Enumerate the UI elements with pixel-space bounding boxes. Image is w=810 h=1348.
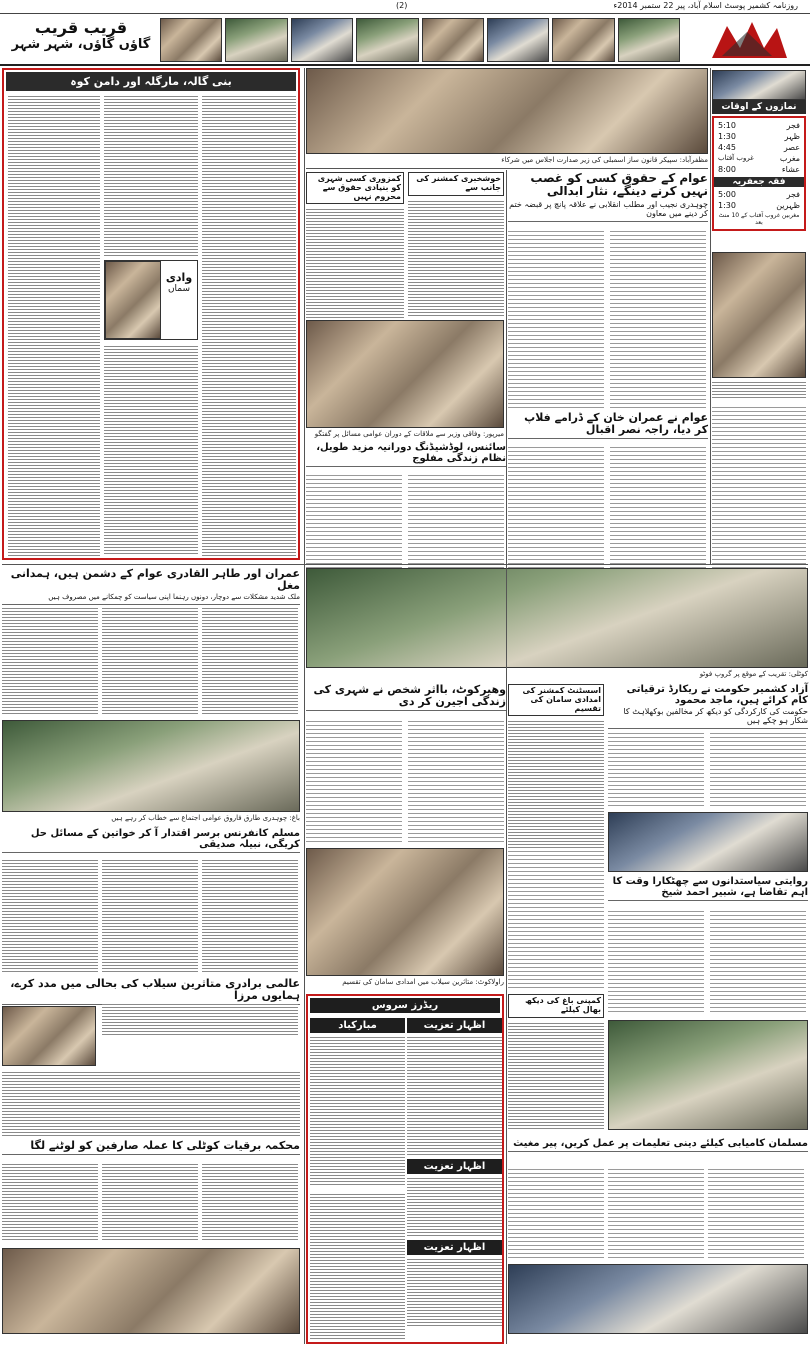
article-text xyxy=(102,1002,298,1036)
readers-text xyxy=(310,1192,405,1340)
caption-wide: کوٹلی: تقریب کے موقع پر گروپ فوٹو xyxy=(699,670,808,678)
column-text xyxy=(202,94,296,556)
headline-3: عوام نے عمران خان کے ڈرامے فلاپ کر دیا، راجہ نصر اقبال xyxy=(508,412,708,439)
headline-1-sub: چوہدری نجیب اور مطلب انقلابی نے علاقہ پانچ پر قبضہ ختم کر دینے میں معاون xyxy=(508,201,708,222)
masthead-date: روزنامہ کشمیر پوسٹ اسلام آباد، پیر 22 ستمبر 2014ء xyxy=(613,1,798,10)
article-h4 xyxy=(2,568,300,716)
article-text xyxy=(608,1166,704,1258)
caption-top: مظفرآباد: سپیکر قانون ساز اسمبلی کی زیر صدارت اجلاس میں شرکاء xyxy=(501,156,708,164)
small-article xyxy=(408,172,504,320)
section-title-left xyxy=(6,18,156,52)
headline-6: آزاد کشمیر حکومت نے ریکارڈ ترقیاتی کام کرائے ہیں، ماجد محمود xyxy=(626,684,808,706)
strip-photo xyxy=(487,18,549,62)
article-text xyxy=(508,228,604,408)
header-photo-strip xyxy=(160,18,680,62)
small-article xyxy=(306,172,404,320)
readers-service-box xyxy=(306,994,504,1344)
center-photo xyxy=(306,848,504,976)
headline-9: عالمی برادری متاثرین سیلاب کی بحالی میں مدد کرے، ہمایوں مرزا xyxy=(2,978,300,1005)
headline-5: وھیرکوٹ، بااثر شخص نے شہری کی زندگی اجیرن کر دی xyxy=(306,684,506,711)
columnist-photo xyxy=(105,261,161,339)
caption-meeting: میرپور: وفاقی وزیر سے ملاقات کے دوران عوامی مسائل پر گفتگو xyxy=(314,430,504,438)
strip-photo xyxy=(552,18,614,62)
article-text xyxy=(306,207,404,325)
article-text xyxy=(306,718,402,842)
headline-11: مسلمان کامیابی کیلئے دینی تعلیمات پر عمل کریں، پیر مغیث xyxy=(508,1138,808,1152)
article-h5 xyxy=(306,684,506,844)
article-text xyxy=(306,472,402,570)
section-header xyxy=(0,16,810,66)
article-text xyxy=(508,444,604,570)
headline-10: محکمہ برقیات کوٹلی کا عملہ صارفین کو لوٹنے لگا xyxy=(2,1140,300,1155)
small-article xyxy=(508,684,604,844)
article-h1 xyxy=(508,172,708,410)
readers-item: مبارکباد xyxy=(310,1018,405,1033)
sidebar-text xyxy=(712,404,806,572)
article-h11 xyxy=(508,1138,808,1260)
article-h7 xyxy=(2,828,300,974)
article-text xyxy=(2,1162,98,1242)
article-text xyxy=(102,1162,198,1242)
readers-item: اظہار تعزیت xyxy=(407,1159,502,1174)
article-text xyxy=(508,848,604,988)
article-photo xyxy=(608,812,808,872)
column-title: بنی گالہ، مارگلہ اور دامن کوہ xyxy=(6,72,296,91)
section-subtitle: گاؤں گاؤں، شہر شہر xyxy=(11,37,151,52)
headline-2: سائنس، لوڈشیڈنگ دورانیہ مزید طویل، نظام زندگی مفلوج xyxy=(306,442,506,467)
caption-left: باغ: چوہدری طارق فاروق عوامی اجتماع سے خطاب کر رہے ہیں xyxy=(111,814,300,822)
caption-center: راولاکوٹ: متاثرین سیلاب میں امدادی سامان کی تقسیم xyxy=(342,978,504,986)
small-article xyxy=(508,994,604,1134)
readers-text xyxy=(407,1176,502,1236)
article-text xyxy=(202,606,298,714)
headline-6-sub: حکومت کی کارکردگی کو دیکھ کر مخالفین بوکھلاہٹ کا شکار ہو چکے ہیں xyxy=(608,708,808,729)
article-text xyxy=(710,908,806,1014)
headline-15: کمپنی باغ کی دیکھ بھال کیلئے xyxy=(508,994,604,1018)
strip-photo xyxy=(225,18,287,62)
prayer-box: 5:10 فجر 1:30 ظہر 4:45 عصر غروب آفتاب مغرب 8:00 عشاء فقہ جعفریہ 5:00 فجر 1:30 ظہرین مغربین غروب آفتاب کے 10 منٹ بعد xyxy=(712,116,806,231)
column-logo-sub: سماں xyxy=(167,284,191,294)
headline-12: خوشخبری کمشنر کی جانب سے xyxy=(408,172,504,196)
readers-text xyxy=(310,1035,405,1185)
masthead-strip xyxy=(0,0,810,14)
article-text xyxy=(608,908,704,1014)
article-h6 xyxy=(608,684,808,808)
article-text xyxy=(2,606,98,714)
strip-photo xyxy=(422,18,484,62)
prayer-title: نمازوں کے اوقات xyxy=(712,100,806,114)
article-text xyxy=(610,228,706,408)
group-photo-left xyxy=(2,720,300,812)
article-text xyxy=(508,1021,604,1131)
handshake-photo xyxy=(608,1020,808,1130)
headline-14: اسسٹنٹ کمشنر کی امدادی سامان کی تقسیم xyxy=(508,684,604,716)
article-text xyxy=(102,858,198,972)
headline-1: عوام کے حقوق کسی کو غصب نہیں کرنے دینگے، نثار ابدالی xyxy=(530,171,708,199)
article-text xyxy=(2,858,98,972)
article-h10 xyxy=(2,1140,300,1244)
article-text xyxy=(408,472,504,570)
column-box xyxy=(2,68,300,560)
article-text xyxy=(408,718,504,842)
article-text xyxy=(2,1070,300,1136)
article-text xyxy=(508,719,604,849)
article-text xyxy=(608,730,704,806)
article-text xyxy=(710,730,806,806)
article-text xyxy=(708,1166,804,1258)
prayer-times-panel xyxy=(712,70,806,250)
headline-8: روایتی سیاستدانوں سے چھٹکارا وقت کا اہم تقاضا ہے، شبیر احمد شیخ xyxy=(608,876,808,901)
article-text xyxy=(408,199,504,317)
article-text xyxy=(102,606,198,714)
readers-item: اظہار تعزیت xyxy=(407,1018,502,1033)
article-text xyxy=(508,1166,604,1258)
strip-photo xyxy=(160,18,222,62)
bottom-right-photo xyxy=(508,1264,808,1334)
readers-title: ریڈرز سروس xyxy=(310,998,500,1013)
logo-icon xyxy=(692,18,802,62)
column-text xyxy=(104,344,198,556)
headline-4: عمران اور طاہر القادری عوام کے دشمن ہیں، ہمدانی مغل xyxy=(10,567,300,593)
readers-text xyxy=(407,1035,502,1155)
column-logo: وادی xyxy=(165,271,193,284)
strip-photo xyxy=(356,18,418,62)
article-h3 xyxy=(508,412,708,572)
headline-4-sub: ملک شدید مشکلات سے دوچار، دونوں رہنما اپنی سیاست کو چمکانے میں مصروف ہیں xyxy=(2,594,300,605)
wide-group-photo xyxy=(306,568,808,668)
fiqh-title: فقہ جعفریہ xyxy=(714,177,804,187)
mosque-photo xyxy=(712,70,806,100)
meeting-photo xyxy=(306,320,504,428)
article-h2 xyxy=(306,442,506,572)
top-group-photo xyxy=(306,68,708,154)
sidebar-photo xyxy=(712,252,806,378)
section-title: قریب قریب xyxy=(34,18,128,37)
readers-text xyxy=(407,1257,502,1327)
article-h8 xyxy=(608,876,808,1016)
sidebar-caption xyxy=(712,380,806,398)
column-text xyxy=(8,94,100,556)
headline-13: کمزوری کسی شہری کو بنیادی حقوق سے محروم نہیں xyxy=(306,172,404,204)
headline-7: مسلم کانفرنس برسر اقتدار آ کر خواتین کے مسائل حل کریگی، نبیلہ صدیقی xyxy=(2,828,300,853)
page-number: (2) xyxy=(396,1,408,10)
fiqh-note: مغربین غروب آفتاب کے 10 منٹ بعد xyxy=(718,212,800,226)
article-text xyxy=(202,1162,298,1242)
bottom-left-photo xyxy=(2,1248,300,1334)
column-text xyxy=(104,94,198,256)
columnist-box xyxy=(104,260,198,340)
article-text xyxy=(610,444,706,570)
strip-photo xyxy=(618,18,680,62)
readers-item: اظہار تعزیت xyxy=(407,1240,502,1255)
strip-photo xyxy=(291,18,353,62)
article-text xyxy=(202,858,298,972)
small-photo-left xyxy=(2,1006,96,1066)
